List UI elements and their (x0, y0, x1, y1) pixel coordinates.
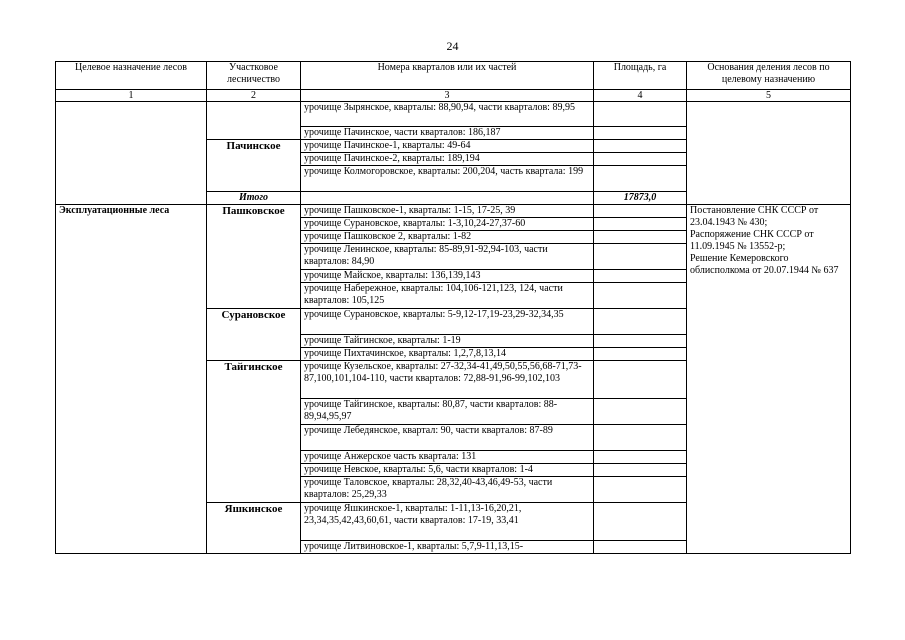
forestry-cell-empty (207, 102, 301, 140)
forestry-name: Тайгинское (207, 361, 301, 503)
basis-line: Решение Кемеровского облисполкома от 20.07.1944 № 637 (690, 253, 839, 276)
header-area: Площадь, га (594, 62, 687, 90)
area-cell (594, 283, 687, 309)
header-quarters: Номера кварталов или их частей (301, 62, 594, 90)
header-basis: Основания деления лесов по целевому назначению (687, 62, 851, 90)
quarters-cell (301, 192, 594, 205)
quarters-cell: урочище Сурановское, кварталы: 5-9,12-17,19-23,29-32,34,35 (301, 309, 594, 335)
area-cell (594, 451, 687, 464)
column-number: 5 (687, 90, 851, 102)
quarters-cell: урочище Анжерское часть квартала: 131 (301, 451, 594, 464)
table-row (56, 102, 851, 127)
forestry-name: Пачинское (207, 140, 301, 192)
header-purpose: Целевое назначение лесов (56, 62, 207, 90)
area-cell (594, 270, 687, 283)
quarters-cell: урочище Невское, кварталы: 5,6, части кварталов: 1-4 (301, 464, 594, 477)
quarters-cell: урочище Тайгинское, кварталы: 1-19 (301, 335, 594, 348)
column-number: 3 (301, 90, 594, 102)
area-cell (594, 231, 687, 244)
area-cell (594, 218, 687, 231)
quarters-cell: урочище Пихтачинское, кварталы: 1,2,7,8,13,14 (301, 348, 594, 361)
quarters-cell: урочище Кузельское, кварталы: 27-32,34-41,49,50,55,56,68-71,73-87,100,101,104-110, части кварталов: 72,88-91,96-99,102,103 (301, 361, 594, 399)
area-cell (594, 541, 687, 554)
basis-cell-empty (687, 102, 851, 205)
quarters-cell: урочище Тайгинское, кварталы: 80,87, части кварталов: 88-89,94,95,97 (301, 399, 594, 425)
area-cell (594, 102, 687, 127)
quarters-cell: урочище Пашковское-1, кварталы: 1-15, 17-25, 39 (301, 205, 594, 218)
area-cell (594, 464, 687, 477)
forestry-name: Пашковское (207, 205, 301, 309)
header-forestry: Участковое лесничество (207, 62, 301, 90)
quarters-cell: урочище Сурановское, кварталы: 1-3,10,24-27,37-60 (301, 218, 594, 231)
column-number: 4 (594, 90, 687, 102)
page-number: 24 (446, 39, 459, 53)
total-area: 17873,0 (594, 192, 687, 205)
quarters-cell: урочище Пачинское-2, кварталы: 189,194 (301, 153, 594, 166)
area-cell (594, 244, 687, 270)
quarters-cell: урочище Пачинское, части кварталов: 186,187 (301, 127, 594, 140)
forestry-name: Сурановское (207, 309, 301, 361)
area-cell (594, 503, 687, 541)
area-cell (594, 309, 687, 335)
basis-line: Распоряжение СНК СССР от 11.09.1945 № 13552-р; (690, 229, 814, 252)
area-cell (594, 205, 687, 218)
column-number-row (56, 90, 851, 102)
quarters-cell: урочище Таловское, кварталы: 28,32,40-43,46,49-53, части кварталов: 25,29,33 (301, 477, 594, 503)
table-row (56, 205, 851, 218)
basis-cell (687, 205, 851, 554)
basis-line: Постановление СНК СССР от 23.04.1943 № 430; (690, 205, 819, 228)
area-cell (594, 335, 687, 348)
quarters-cell: урочище Колмогоровское, кварталы: 200,204, часть квартала: 199 (301, 166, 594, 192)
table-header-row (56, 62, 851, 90)
area-cell (594, 166, 687, 192)
area-cell (594, 140, 687, 153)
area-cell (594, 153, 687, 166)
quarters-cell: урочище Майское, кварталы: 136,139,143 (301, 270, 594, 283)
purpose-cell-empty (56, 102, 207, 205)
quarters-cell: урочище Ленинское, кварталы: 85-89,91-92,94-103, части кварталов: 84,90 (301, 244, 594, 270)
area-cell (594, 399, 687, 425)
quarters-cell: урочище Набережное, кварталы: 104,106-121,123, 124, части кварталов: 105,125 (301, 283, 594, 309)
quarters-cell: урочище Зырянское, кварталы: 88,90,94, части кварталов: 89,95 (301, 102, 594, 127)
area-cell (594, 477, 687, 503)
column-number: 1 (56, 90, 207, 102)
quarters-cell: урочище Лебедянское, квартал: 90, части кварталов: 87-89 (301, 425, 594, 451)
area-cell (594, 348, 687, 361)
forest-purpose-table (55, 61, 851, 554)
forestry-name: Яшкинское (207, 503, 301, 554)
quarters-cell: урочище Яшкинское-1, кварталы: 1-11,13-16,20,21, 23,34,35,42,43,60,61, части кварталов: 17-19, 33,41 (301, 503, 594, 541)
quarters-cell: урочище Пачинское-1, кварталы: 49-64 (301, 140, 594, 153)
area-cell (594, 127, 687, 140)
total-label: Итого (207, 192, 301, 205)
column-number: 2 (207, 90, 301, 102)
quarters-cell: урочище Пашковское 2, кварталы: 1-82 (301, 231, 594, 244)
quarters-cell: урочище Литвиновское-1, кварталы: 5,7,9-11,13,15- (301, 541, 594, 554)
area-cell (594, 425, 687, 451)
purpose-exploitation: Эксплуатационные леса (56, 205, 207, 554)
area-cell (594, 361, 687, 399)
